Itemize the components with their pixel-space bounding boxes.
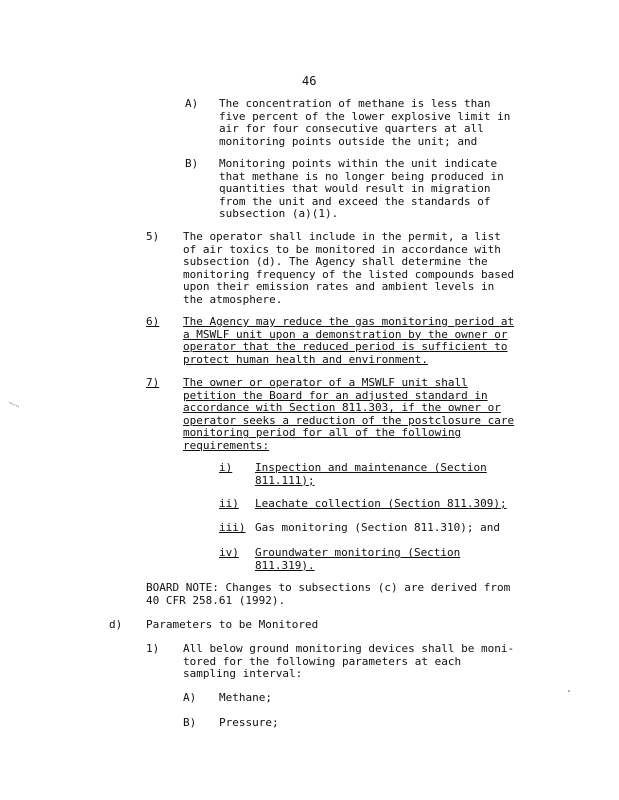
sub-i-label: i) (219, 461, 233, 474)
item-6-line: The Agency may reduce the gas monitoring period at (183, 315, 515, 328)
sub-ii-text (255, 498, 507, 511)
item-5-line: monitoring frequency of the listed compounds based (183, 267, 515, 281)
item-6-text (183, 316, 514, 366)
d1-text (183, 643, 514, 681)
item-6-label: 6) (146, 315, 160, 328)
item-b-line: subsection (a)(1). (219, 207, 339, 221)
item-b-line: from the unit and exceed the standards of (219, 194, 491, 208)
item-7-line: monitoring period for all of the following (183, 426, 462, 440)
item-b-label: B) (185, 157, 199, 170)
item-b-line: that methane is no longer being produced in (219, 169, 504, 183)
item-a-label: A) (185, 97, 199, 110)
item-a-text (219, 98, 510, 148)
item-a-line: five percent of the lower explosive limit in (219, 109, 511, 123)
item-b-text (219, 158, 504, 221)
item-5-line: subsection (d). The Agency shall determine the (183, 255, 488, 269)
item-5-text (183, 231, 514, 307)
item-6-line: protect human health and environment. (183, 352, 429, 366)
d1b-text: Pressure; (219, 716, 279, 729)
item-5-line: upon their emission rates and ambient levels in (183, 280, 495, 294)
d1a-label: A) (183, 691, 197, 704)
scan-speck (568, 690, 570, 692)
board-note-line: 40 CFR 258.61 (1992). (146, 593, 286, 607)
item-6-line: a MSWLF unit upon a demonstration by the owner or (183, 327, 508, 341)
sub-iii-line: Gas monitoring (Section 811.310); and (255, 521, 501, 534)
sub-iv-text (255, 547, 460, 572)
sub-ii-line: Leachate collection (Section 811.309); (255, 497, 507, 510)
sub-i-line: 811.111); (255, 473, 315, 487)
item-a-line: The concentration of methane is less than (219, 97, 491, 110)
section-d-label: d) (109, 618, 123, 631)
sub-iv-label: iv) (219, 546, 239, 559)
d1-line: sampling interval: (183, 667, 303, 681)
sub-iii-text (255, 522, 500, 535)
item-7-line: petition the Board for an adjusted standard in (183, 388, 488, 402)
page-number: 46 (302, 74, 317, 88)
sub-i-line: Inspection and maintenance (Section (255, 461, 487, 474)
sub-iv-line: Groundwater monitoring (Section (255, 546, 461, 559)
item-5-line: the atmosphere. (183, 292, 283, 306)
item-5-line: The operator shall include in the permit, a list (183, 230, 501, 243)
d1-line: All below ground monitoring devices shall be moni- (183, 642, 515, 655)
item-a-line: air for four consecutive quarters at all (219, 122, 484, 136)
sub-iii-label: iii) (219, 521, 246, 534)
item-6-line: operator that the reduced period is sufficient to (183, 340, 508, 354)
d1b-label: B) (183, 716, 197, 729)
item-b-line: Monitoring points within the unit indicate (219, 157, 498, 170)
sub-iv-line: 811.319). (255, 558, 315, 572)
section-d-heading: Parameters to be Monitored (146, 618, 319, 631)
item-5-label: 5) (146, 230, 160, 243)
item-7-text (183, 377, 514, 453)
item-7-line: accordance with Section 811.303, if the owner or (183, 401, 501, 415)
item-7-line: requirements: (183, 438, 270, 452)
sub-i-text (255, 462, 487, 487)
d1a-text: Methane; (219, 691, 272, 704)
d1-line: tored for the following parameters at each (183, 654, 462, 668)
scan-mark (7, 402, 19, 413)
item-7-line: The owner or operator of a MSWLF unit shall (183, 376, 468, 389)
item-7-label: 7) (146, 376, 160, 389)
board-note (146, 582, 510, 607)
item-b-line: quantities that would result in migration (219, 182, 491, 196)
item-5-line: of air toxics to be monitored in accordance with (183, 242, 501, 256)
item-7-line: operator seeks a reduction of the postclosure care (183, 413, 515, 427)
item-a-line: monitoring points outside the unit; and (219, 134, 478, 148)
d1-label: 1) (146, 642, 160, 655)
board-note-line: BOARD NOTE: Changes to subsections (c) are derived from (146, 581, 511, 594)
sub-ii-label: ii) (219, 497, 239, 510)
